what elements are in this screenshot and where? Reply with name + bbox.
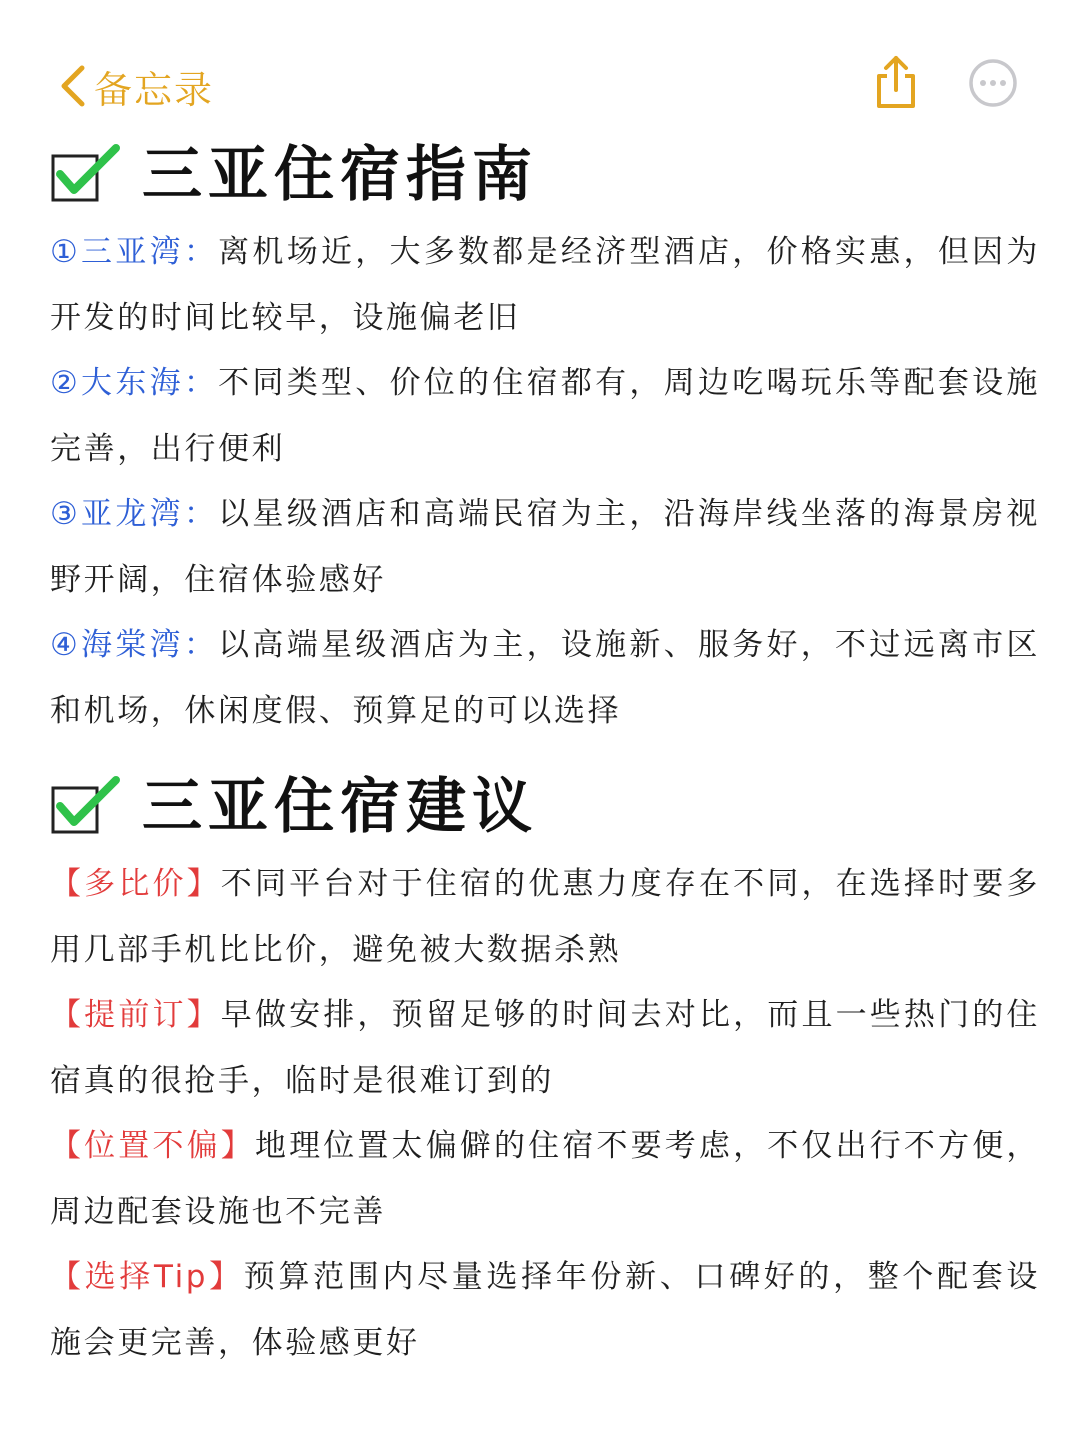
guide-list [50, 220, 1040, 744]
section-title: 三亚住宿指南 [142, 140, 538, 210]
back-label: 备忘录 [94, 67, 215, 112]
section-title: 三亚住宿建议 [142, 772, 538, 842]
chevron-left-icon [56, 62, 90, 110]
item-text: 不同平台对于住宿的优惠力度存在不同，在选择时要多用几部手机比比价，避免被大数据杀熟 [50, 866, 1041, 968]
item-text: 离机场近，大多数都是经济型酒店，价格实惠，但因为开发的时间比较早，设施偏老旧 [50, 234, 1040, 336]
item-text: 以高端星级酒店为主，设施新、服务好，不过远离市区和机场，休闲度假、预算足的可以选择 [50, 627, 1040, 729]
item-lead: 【位置不偏】 [50, 1128, 255, 1164]
item-lead: 【选择Tip】 [50, 1259, 244, 1295]
checkbox-checked-icon [50, 142, 122, 204]
list-item [50, 1245, 1040, 1376]
navigation-bar [0, 0, 1080, 130]
list-item [50, 220, 1040, 351]
section-heading [0, 138, 1080, 218]
item-lead: ③亚龙湾： [50, 496, 219, 532]
item-lead: ④海棠湾： [50, 627, 219, 663]
section-accommodation-guide [0, 138, 1080, 729]
item-lead: ②大东海： [50, 365, 219, 401]
list-item [50, 613, 1040, 744]
item-text: 以星级酒店和高端民宿为主，沿海岸线坐落的海景房视野开阔，住宿体验感好 [50, 496, 1040, 598]
item-text: 早做安排，预留足够的时间去对比，而且一些热门的住宿真的很抢手，临时是很难订到的 [50, 997, 1041, 1099]
list-item [50, 983, 1040, 1114]
item-text: 地理位置太偏僻的住宿不要考虑，不仅出行不方便，周边配套设施也不完善 [50, 1128, 1040, 1230]
list-item [50, 852, 1040, 983]
list-item [50, 1114, 1040, 1245]
section-accommodation-tips [0, 770, 1080, 1361]
item-lead: 【多比价】 [50, 866, 221, 902]
ellipsis-circle-icon[interactable] [968, 58, 1018, 108]
list-item [50, 351, 1040, 482]
item-lead: ①三亚湾： [50, 234, 219, 270]
back-button[interactable] [56, 56, 214, 116]
list-item [50, 482, 1040, 613]
item-text: 不同类型、价位的住宿都有，周边吃喝玩乐等配套设施完善，出行便利 [50, 365, 1040, 467]
tips-list [50, 852, 1040, 1376]
item-lead: 【提前订】 [50, 997, 221, 1033]
share-icon[interactable] [870, 54, 922, 110]
item-text: 预算范围内尽量选择年份新、口碑好的，整个配套设施会更完善，体验感更好 [50, 1259, 1040, 1361]
checkbox-checked-icon [50, 774, 122, 836]
section-heading [0, 770, 1080, 850]
